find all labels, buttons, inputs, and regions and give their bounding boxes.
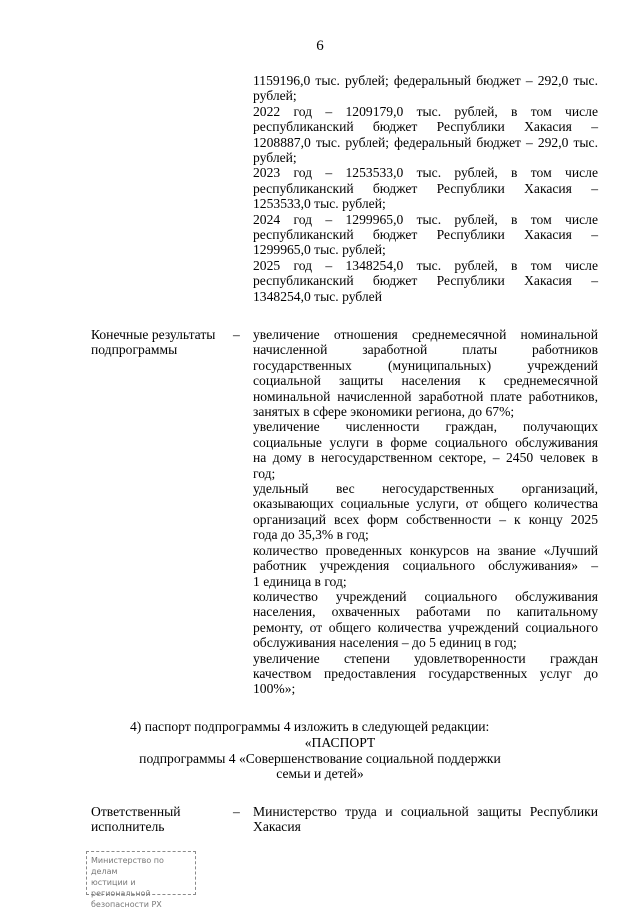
results-line: на дому в негосударственном секторе, – 2450 человек в	[253, 450, 598, 466]
results-line: года до 35,3% в год;	[253, 527, 369, 543]
budget-line: 1159196,0 тыс. рублей; федеральный бюджет – 292,0 тыс.	[253, 73, 598, 88]
results-line: работник учреждения социального обслуживания» –	[253, 558, 598, 574]
budget-line: 1253533,0 тыс. рублей;	[253, 196, 386, 212]
budget-line: республиканский бюджет Республики Хакасия –	[253, 119, 598, 135]
budget-line: рублей;	[253, 88, 297, 104]
results-line: обслуживания населения – до 5 единиц в год;	[253, 635, 517, 651]
results-line: оказывающих социальные услуги, от общего количества	[253, 496, 598, 512]
registration-stamp: Министерство по делам юстиции и региональной безопасности РХ	[86, 851, 196, 895]
results-line: организаций всех форм собственности – к концу 2025	[253, 511, 598, 527]
budget-line: республиканский бюджет Республики Хакасия –	[253, 273, 598, 289]
results-line: год;	[253, 465, 276, 481]
results-text	[253, 327, 598, 697]
results-dash: –	[233, 327, 240, 342]
budget-line: 2022 год – 1209179,0 тыс. рублей, в том числе	[253, 103, 598, 119]
results-line: номинальной начисленной заработной плате работников,	[253, 388, 598, 404]
results-line: 1 единица в год;	[253, 573, 347, 589]
responsible-label: Ответственный исполнитель	[91, 804, 181, 835]
responsible-line: Министерство труда и социальной защиты Республики	[253, 804, 598, 819]
results-label: Конечные результаты подпрограммы	[91, 327, 216, 358]
results-line: качеством предоставления государственных услуг до	[253, 665, 598, 681]
results-line: увеличение степени удовлетворенности граждан	[253, 650, 598, 666]
results-line: удельный вес негосударственных организаций,	[253, 481, 598, 497]
page-number: 6	[316, 38, 324, 54]
passport-title-line: «ПАСПОРТ	[304, 735, 376, 750]
results-line: 100%»;	[253, 681, 296, 697]
results-line: количество учреждений социального обслуживания	[253, 588, 598, 604]
budget-line: республиканский бюджет Республики Хакасия –	[253, 180, 598, 196]
passport-title	[0, 735, 640, 782]
passport-title-line: семьи и детей»	[276, 766, 364, 782]
passport-title-line: подпрограммы 4 «Совершенствование социальной поддержки	[139, 750, 501, 766]
budget-line: 1299965,0 тыс. рублей;	[253, 242, 386, 258]
results-line: ремонту, от общего количества учреждений социального	[253, 619, 598, 635]
budget-line: республиканский бюджет Республики Хакасия –	[253, 227, 598, 243]
results-line: увеличение отношения среднемесячной номинальной	[253, 327, 598, 342]
budget-line: 2024 год – 1299965,0 тыс. рублей, в том числе	[253, 211, 598, 227]
budget-line: рублей;	[253, 150, 297, 166]
results-line: социальной защиты населения к среднемесячной	[253, 373, 598, 389]
budget-line: 1348254,0 тыс. рублей	[253, 288, 382, 304]
results-line: занятых в сфере экономики региона, до 67%;	[253, 404, 515, 420]
budget-block	[253, 73, 598, 304]
results-line: начисленной заработной платы работников	[253, 342, 598, 358]
budget-line: 2023 год – 1253533,0 тыс. рублей, в том числе	[253, 165, 598, 181]
budget-line: 2025 год – 1348254,0 тыс. рублей, в том числе	[253, 257, 598, 273]
results-line: количество проведенных конкурсов на звание «Лучший	[253, 542, 598, 558]
results-line: увеличение численности граждан, получающих	[253, 419, 598, 435]
budget-line: 1208887,0 тыс. рублей; федеральный бюджет – 292,0 тыс.	[253, 134, 598, 150]
results-line: населения, охваченных работами по капитальному	[253, 604, 598, 620]
results-line: государственных (муниципальных) учреждений	[253, 357, 598, 373]
responsible-dash: –	[233, 804, 240, 819]
item-4-text: 4) паспорт подпрограммы 4 изложить в следующей редакции:	[130, 719, 490, 734]
responsible-line: Хакасия	[253, 819, 301, 835]
results-line: социальные услуги в форме социального обслуживания	[253, 434, 598, 450]
responsible-text	[253, 804, 598, 835]
